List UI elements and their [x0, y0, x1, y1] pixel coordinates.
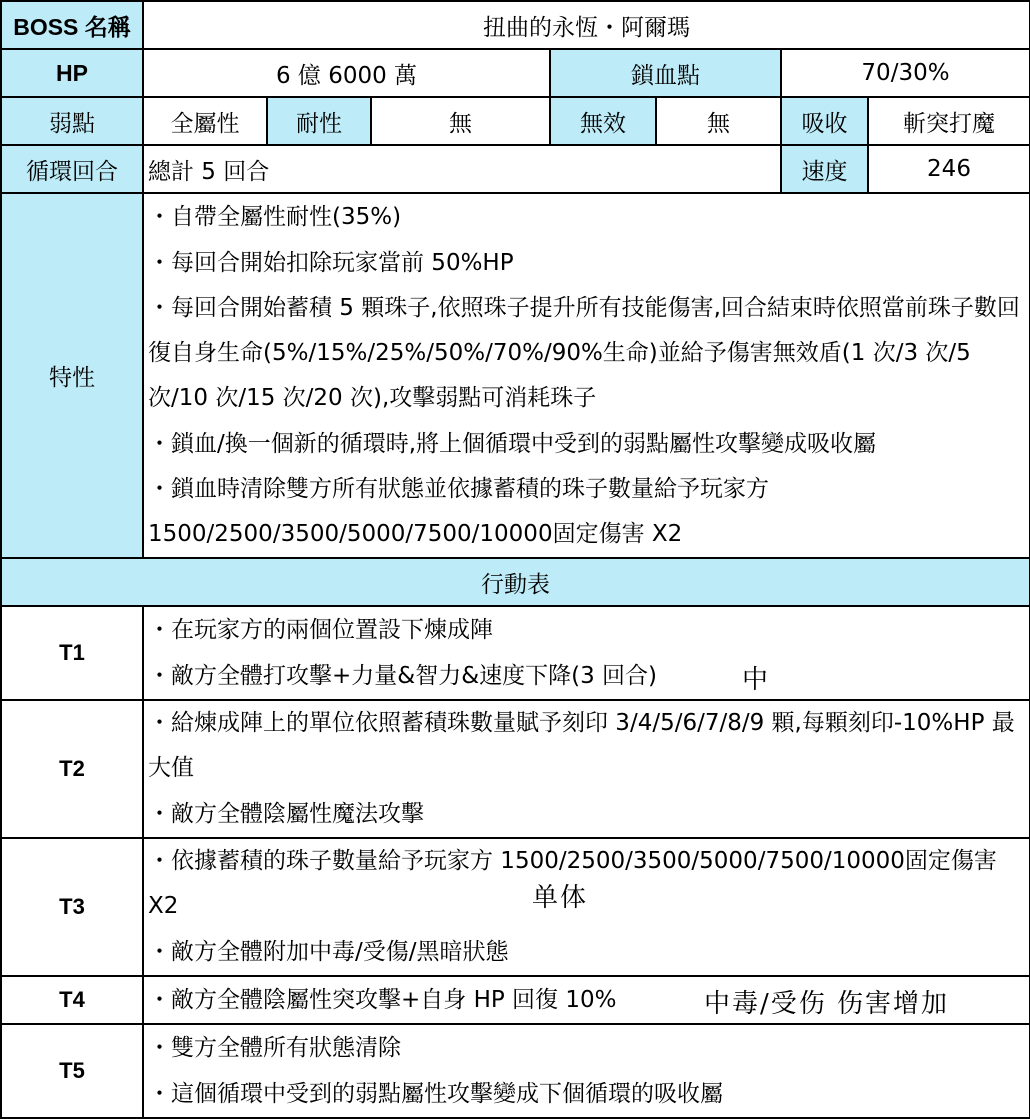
cycle-value: 總計 5 回合	[143, 145, 781, 193]
action-table-title-row	[1, 558, 1030, 606]
boss-name-label: BOSS 名稱	[1, 1, 143, 49]
turn-content	[143, 700, 1030, 838]
turn-row-t5	[1, 1024, 1030, 1118]
weakness-row	[1, 97, 1030, 145]
turn-label: T5	[1, 1024, 143, 1118]
handwritten-note: 中	[742, 665, 771, 695]
null-value: 無	[656, 97, 781, 145]
absorb-value: 斬突打魔	[868, 97, 1030, 145]
lock-point-label: 鎖血點	[550, 49, 781, 97]
turn-row-t1	[1, 606, 1030, 700]
turn-line: ・敵方全體陰屬性魔法攻擊	[148, 801, 424, 827]
speed-value: 246	[868, 145, 1030, 193]
action-table-title: 行動表	[1, 558, 1030, 606]
turn-line: ・這個循環中受到的弱點屬性攻擊變成下個循環的吸收屬	[148, 1081, 723, 1107]
lock-point-value: 70/30%	[781, 49, 1030, 97]
turn-line: ・敵方全體打攻擊+力量&智力&速度下降(3 回合)	[148, 663, 658, 689]
trait-line: ・鎖血時清除雙方所有狀態並依據蓄積的珠子數量給予玩家方 1500/2500/3500/5000/7500/10000固定傷害 X2	[148, 476, 769, 547]
turn-line: ・雙方全體所有狀態清除	[148, 1035, 401, 1061]
hp-label: HP	[1, 49, 143, 97]
turn-content	[143, 606, 1030, 700]
turn-content	[143, 976, 1030, 1024]
weakness-label: 弱點	[1, 97, 143, 145]
handwritten-note: 单体	[532, 883, 589, 913]
boss-name-row	[1, 1, 1030, 49]
hp-row	[1, 49, 1030, 97]
weakness-value: 全屬性	[143, 97, 267, 145]
cycle-row	[1, 145, 1030, 193]
traits-row	[1, 193, 1030, 558]
resist-label: 耐性	[267, 97, 371, 145]
cycle-label: 循環回合	[1, 145, 143, 193]
trait-line: ・鎖血/換一個新的循環時,將上個循環中受到的弱點屬性攻擊變成吸收屬	[148, 431, 877, 457]
turn-line: ・敵方全體陰屬性突攻擊+自身 HP 回復 10%	[148, 987, 617, 1013]
turn-label: T4	[1, 976, 143, 1024]
hp-value: 6 億 6000 萬	[143, 49, 550, 97]
turn-row-t4	[1, 976, 1030, 1024]
absorb-label: 吸收	[781, 97, 868, 145]
boss-name-value: 扭曲的永恆・阿爾瑪	[143, 1, 1030, 49]
turn-label: T3	[1, 838, 143, 976]
turn-line: ・敵方全體附加中毒/受傷/黑暗狀態	[148, 939, 509, 965]
turn-label: T2	[1, 700, 143, 838]
trait-line: ・每回合開始扣除玩家當前 50%HP	[148, 250, 514, 276]
turn-label: T1	[1, 606, 143, 700]
turn-line: ・在玩家方的兩個位置設下煉成陣	[148, 617, 493, 643]
traits-label: 特性	[1, 193, 143, 558]
turn-row-t3	[1, 838, 1030, 976]
trait-line: ・每回合開始蓄積 5 顆珠子,依照珠子提升所有技能傷害,回合結束時依照當前珠子數回復自身生命(5%/15%/25%/50%/70%/90%生命)並給予傷害無效盾(1 次/3 次/5 次/10 次/15 次/20 次),攻擊弱點可消耗珠子	[148, 295, 1020, 411]
speed-label: 速度	[781, 145, 868, 193]
traits-content	[143, 193, 1030, 558]
turn-line: ・依據蓄積的珠子數量給予玩家方 1500/2500/3500/5000/7500/10000固定傷害 X2	[148, 848, 997, 919]
trait-line: ・自帶全屬性耐性(35%)	[148, 204, 402, 230]
turn-row-t2	[1, 700, 1030, 838]
resist-value: 無	[371, 97, 550, 145]
turn-content	[143, 1024, 1030, 1118]
null-label: 無效	[550, 97, 656, 145]
turn-line: ・給煉成陣上的單位依照蓄積珠數量賦予刻印 3/4/5/6/7/8/9 顆,每顆刻印-10%HP 最大值	[148, 710, 1015, 781]
turn-content	[143, 838, 1030, 976]
handwritten-note: 中毒/受伤 伤害增加	[704, 989, 950, 1019]
